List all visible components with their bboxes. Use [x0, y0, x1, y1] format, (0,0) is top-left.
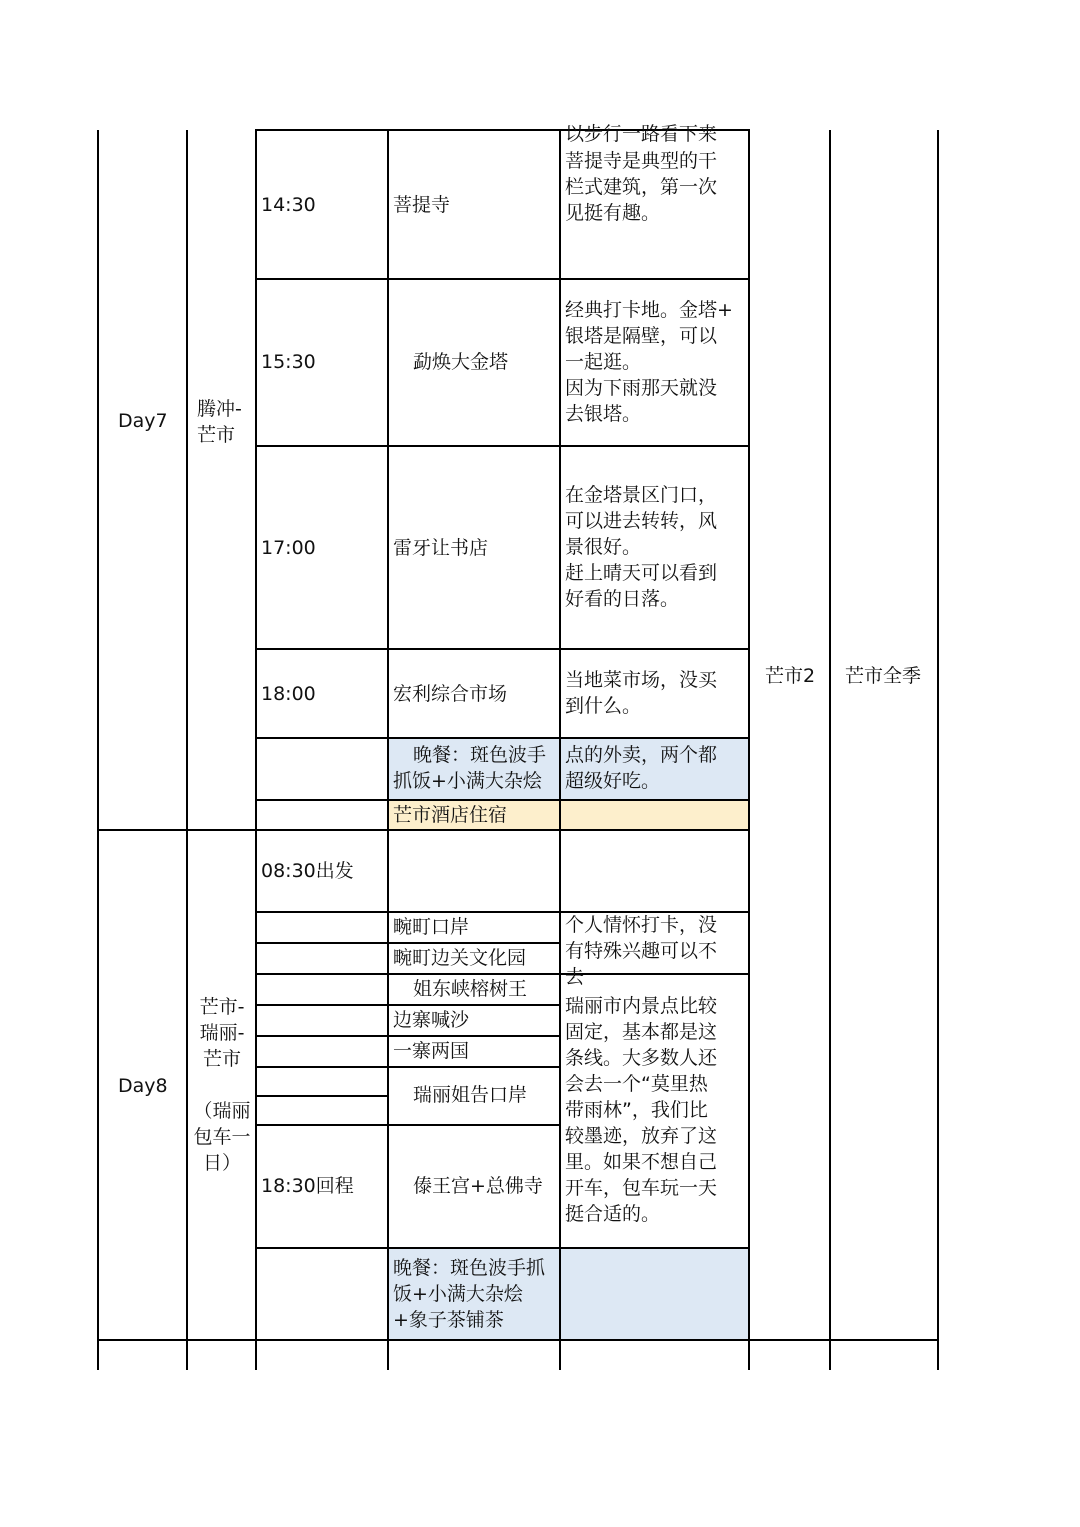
- grid-line: [255, 648, 750, 650]
- grid-line: [255, 130, 257, 1370]
- grid-line: [255, 1004, 560, 1006]
- day8-label: Day8: [118, 1075, 168, 1097]
- day8-dinner: 晚餐：斑色波手抓 饭+小满大杂烩 +象子茶铺茶: [393, 1257, 546, 1331]
- grid-line: [255, 445, 750, 447]
- day7-row1-note: 菩提寺是典型的干 栏式建筑，第一次 见挺有趣。: [565, 150, 718, 224]
- day7-row2-note: 经典打卡地。金塔+ 银塔是隔壁，可以 一起逛。 因为下雨那天就没 去银塔。: [565, 299, 733, 425]
- grid-line: [186, 130, 188, 1370]
- day8-place-5: 一寨两国: [393, 1040, 470, 1062]
- day7-row2-place: 勐焕大金塔: [413, 351, 509, 373]
- grid-line: [97, 1339, 939, 1341]
- day7-hotel: 芒市酒店住宿: [393, 804, 508, 826]
- grid-line: [97, 130, 99, 1370]
- day8-return-time: 18:30回程: [261, 1175, 354, 1197]
- day7-row1-place: 菩提寺: [393, 194, 451, 216]
- grid-line: [255, 799, 750, 801]
- lodging-city: 芒市2: [765, 665, 816, 687]
- grid-line: [255, 737, 750, 739]
- day7-row2-time: 15:30: [261, 351, 316, 373]
- day7-dinner-note: 点的外卖，两个都 超级好吃。: [565, 744, 718, 792]
- day8-place-6: 瑞丽姐告口岸: [413, 1084, 528, 1106]
- grid-line: [829, 130, 831, 1370]
- day7-row3-place: 雷牙让书店: [393, 537, 489, 559]
- grid-line: [255, 1035, 560, 1037]
- grid-line: [255, 1066, 560, 1068]
- day7-row3-note: 在金塔景区门口， 可以进去转转，风 景很好。 赶上晴天可以看到 好看的日落。: [565, 484, 718, 610]
- day7-label: Day7: [118, 410, 168, 432]
- day8-route: 芒市- 瑞丽- 芒市 （瑞丽 包车一 日）: [193, 996, 251, 1174]
- day8-wanding-note-clip: [565, 912, 748, 988]
- day7-row4-time: 18:00: [261, 683, 316, 705]
- day7-row1-note-clip: [565, 123, 747, 147]
- day7-row4-place: 宏利综合市场: [393, 683, 508, 705]
- grid-line: [255, 942, 560, 944]
- day7-row1-time: 14:30: [261, 194, 316, 216]
- day7-row4-note: 当地菜市场，没买 到什么。: [565, 669, 718, 717]
- grid-line: [937, 130, 939, 1370]
- grid-line: [387, 130, 389, 1370]
- grid-line: [748, 130, 750, 1370]
- grid-line: [255, 1247, 750, 1249]
- day7-dinner: 晚餐：斑色波手 抓饭+小满大杂烩: [393, 744, 547, 792]
- day8-ruili-note: 瑞丽市内景点比较 固定，基本都是这 条线。大多数人还 会去一个“莫里热 带雨林”，我们比 较墨迹，放弃了这 里。如果不想自己 开车，包车玩一天 挺合适的。: [565, 995, 718, 1225]
- hotel-name: 芒市全季: [845, 665, 922, 687]
- day7-row3-time: 17:00: [261, 537, 316, 559]
- grid-line: [97, 829, 750, 831]
- day8-wanding-note: 个人情怀打卡，没 有特殊兴趣可以不 去: [565, 914, 718, 988]
- day8-place-2: 畹町边关文化园: [393, 947, 527, 969]
- day8-place-7: 傣王宫+总佛寺: [413, 1175, 543, 1197]
- grid-line: [559, 130, 561, 1370]
- day8-place-1: 畹町口岸: [393, 916, 470, 938]
- day7-route: 腾冲- 芒市: [197, 398, 242, 446]
- grid-line: [255, 278, 750, 280]
- day7-row1-note-top: 以步行一路看下来: [565, 123, 718, 145]
- day8-place-4: 边寨喊沙: [393, 1009, 470, 1031]
- grid-line: [255, 1095, 388, 1097]
- day8-depart-time: 08:30出发: [261, 860, 354, 882]
- grid-line: [255, 1124, 560, 1126]
- day8-place-3: 姐东峡榕树王: [413, 978, 528, 1000]
